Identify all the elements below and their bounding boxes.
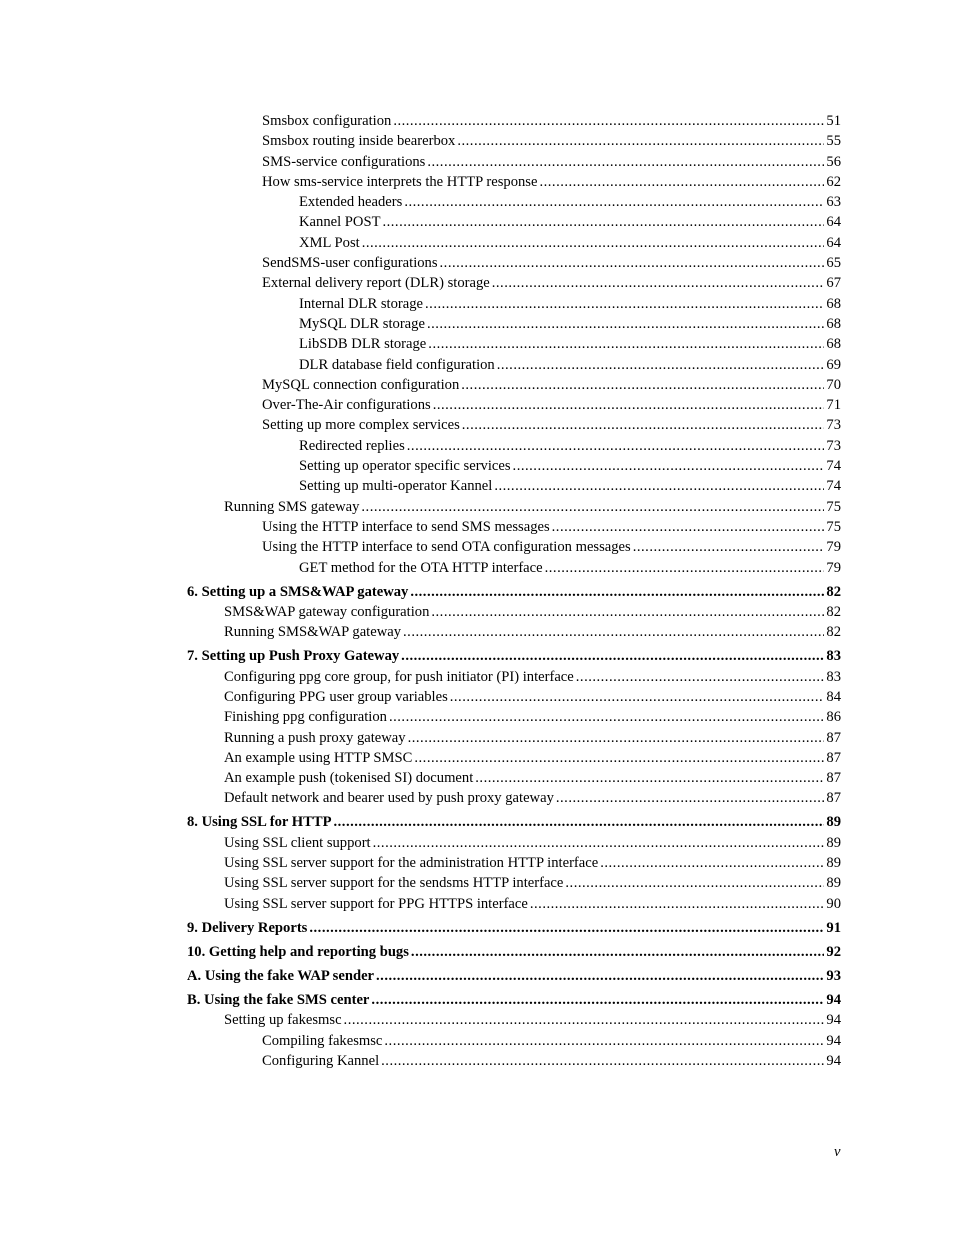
dot-leader: [371, 990, 824, 1010]
toc-chapter-entry[interactable]: [0, 918, 841, 938]
dot-leader: [361, 497, 824, 517]
dot-leader: [404, 192, 824, 212]
toc-entry-page: 89: [826, 834, 841, 851]
dot-leader: [461, 375, 824, 395]
toc-entry-title: An example push (tokenised SI) document: [224, 770, 474, 787]
toc-entry-title: Using the HTTP interface to send OTA configuration messages: [262, 539, 631, 556]
toc-entry-page: 94: [826, 1052, 841, 1069]
toc-entry[interactable]: [0, 728, 841, 748]
toc-entry-page: 64: [826, 234, 841, 251]
dot-leader: [565, 873, 824, 893]
toc-entry-title: Using the HTTP interface to send SMS messages: [262, 518, 550, 535]
dot-leader: [492, 273, 825, 293]
toc-entry[interactable]: [0, 748, 841, 768]
toc-entry-page: 94: [826, 992, 841, 1009]
toc-entry-title: Using SSL server support for the administration HTTP interface: [224, 855, 599, 872]
toc-entry-page: 68: [826, 295, 841, 312]
dot-leader: [384, 1031, 824, 1051]
toc-entry[interactable]: [0, 1031, 841, 1051]
dot-leader: [344, 1010, 825, 1030]
toc-entry[interactable]: [0, 853, 841, 873]
toc-entry-title: SendSMS-user configurations: [262, 255, 438, 272]
toc-entry[interactable]: [0, 152, 841, 172]
dot-leader: [411, 942, 824, 962]
toc-entry[interactable]: [0, 768, 841, 788]
dot-leader: [600, 853, 824, 873]
dot-leader: [334, 812, 825, 832]
toc-entry-title: Over-The-Air configurations: [262, 397, 431, 414]
dot-leader: [545, 558, 825, 578]
dot-leader: [410, 582, 824, 602]
dot-leader: [403, 622, 824, 642]
toc-entry-title: Configuring Kannel: [262, 1052, 380, 1069]
toc-entry-title: 9. Delivery Reports: [187, 919, 308, 936]
dot-leader: [431, 602, 824, 622]
dot-leader: [427, 314, 824, 334]
toc-entry[interactable]: [0, 111, 841, 131]
toc-entry-page: 84: [826, 688, 841, 705]
dot-leader: [389, 707, 824, 727]
dot-leader: [440, 253, 825, 273]
toc-entry-page: 83: [826, 648, 841, 665]
toc-entry[interactable]: [0, 273, 841, 293]
toc-entry-page: 67: [826, 275, 841, 292]
toc-entry-title: External delivery report (DLR) storage: [262, 275, 490, 292]
toc-entry-title: Running a push proxy gateway: [224, 729, 406, 746]
toc-entry-title: MySQL connection configuration: [262, 376, 460, 393]
toc-entry-title: Smsbox configuration: [262, 113, 392, 129]
dot-leader: [381, 1051, 824, 1071]
toc-chapter-entry[interactable]: [0, 990, 841, 1010]
toc-chapter-entry[interactable]: [0, 582, 841, 602]
toc-entry-page: 64: [826, 214, 841, 231]
dot-leader: [309, 918, 824, 938]
toc-entry[interactable]: [0, 622, 841, 642]
toc-entry[interactable]: [0, 497, 841, 517]
toc-entry-title: Using SSL client support: [224, 834, 371, 851]
toc-entry[interactable]: [0, 375, 841, 395]
toc-entry-page: 56: [826, 153, 841, 170]
toc-entry-page: 86: [826, 709, 841, 726]
toc-entry[interactable]: [0, 707, 841, 727]
dot-leader: [373, 833, 825, 853]
toc-entry[interactable]: [0, 395, 841, 415]
toc-entry-page: 70: [826, 376, 841, 393]
toc-entry-title: 10. Getting help and reporting bugs: [187, 943, 409, 960]
toc-entry[interactable]: [0, 314, 841, 334]
dot-leader: [407, 436, 825, 456]
toc-entry-title: How sms-service interprets the HTTP response: [262, 173, 538, 190]
toc-entry[interactable]: [0, 667, 841, 687]
toc-entry-page: 75: [826, 498, 841, 515]
toc-entry-page: 94: [826, 1032, 841, 1049]
toc-entry[interactable]: [0, 233, 841, 253]
dot-leader: [427, 152, 824, 172]
dot-leader: [362, 233, 825, 253]
toc-entry[interactable]: [0, 476, 841, 496]
dot-leader: [556, 788, 825, 808]
page-number: v: [834, 1144, 841, 1160]
dot-leader: [414, 748, 824, 768]
toc-entry-title: Finishing ppg configuration: [224, 709, 387, 726]
dot-leader: [475, 768, 824, 788]
toc-entry-page: 71: [826, 397, 841, 414]
dot-leader: [408, 728, 825, 748]
toc-entry[interactable]: [0, 456, 841, 476]
toc-entry-title: An example using HTTP SMSC: [224, 749, 413, 766]
toc-entry[interactable]: [0, 833, 841, 853]
toc-entry-page: 73: [826, 417, 841, 434]
toc-entry-page: 75: [826, 518, 841, 535]
toc-entry-page: 73: [826, 437, 841, 454]
toc-entry-title: Redirected replies: [299, 437, 405, 454]
toc-entry-page: 62: [826, 173, 841, 190]
toc-entry-page: 87: [826, 790, 841, 807]
toc-entry-title: Setting up fakesmsc: [224, 1012, 342, 1029]
toc-entry-page: 87: [826, 729, 841, 746]
dot-leader: [494, 476, 824, 496]
dot-leader: [457, 131, 824, 151]
toc-entry-title: DLR database field configuration: [299, 356, 495, 373]
toc-entry-page: 55: [826, 133, 841, 150]
dot-leader: [576, 667, 825, 687]
dot-leader: [433, 395, 825, 415]
toc-entry-title: 6. Setting up a SMS&WAP gateway: [187, 583, 409, 600]
toc-entry-page: 74: [826, 458, 841, 475]
toc-entry[interactable]: [0, 602, 841, 622]
toc-entry[interactable]: [0, 131, 841, 151]
toc-entry-title: A. Using the fake WAP sender: [187, 967, 375, 984]
dot-leader: [462, 415, 825, 435]
toc-entry[interactable]: [0, 212, 841, 232]
toc-entry-page: 91: [826, 919, 841, 936]
toc-entry-title: Configuring PPG user group variables: [224, 688, 448, 705]
toc-entry-page: 87: [826, 749, 841, 766]
dot-leader: [428, 334, 824, 354]
toc-entry-page: 51: [826, 113, 841, 129]
toc-entry-page: 68: [826, 315, 841, 332]
toc-entry-title: SMS-service configurations: [262, 153, 426, 170]
dot-leader: [539, 172, 824, 192]
toc-entry-title: Extended headers: [299, 194, 403, 211]
toc-entry[interactable]: [0, 253, 841, 273]
toc-entry-title: GET method for the OTA HTTP interface: [299, 559, 543, 576]
toc-entry[interactable]: [0, 894, 841, 914]
toc-entry-page: 94: [826, 1012, 841, 1029]
dot-leader: [513, 456, 825, 476]
toc-chapter-entry[interactable]: [0, 966, 841, 986]
toc-entry-title: 8. Using SSL for HTTP: [187, 814, 332, 831]
dot-leader: [393, 111, 824, 131]
toc-entry-page: 65: [826, 255, 841, 272]
toc-entry[interactable]: [0, 558, 841, 578]
toc-entry-title: Running SMS&WAP gateway: [224, 624, 402, 641]
dot-leader: [530, 894, 825, 914]
toc-entry-page: 89: [826, 855, 841, 872]
toc-entry-title: Using SSL server support for PPG HTTPS interface: [224, 895, 528, 912]
toc-entry-page: 87: [826, 770, 841, 787]
toc-entry[interactable]: [0, 537, 841, 557]
toc-entry[interactable]: [0, 517, 841, 537]
toc-entry[interactable]: [0, 172, 841, 192]
toc-entry[interactable]: [0, 192, 841, 212]
toc-entry-title: Internal DLR storage: [299, 295, 424, 312]
toc-entry[interactable]: [0, 355, 841, 375]
toc-entry-page: 83: [826, 668, 841, 685]
toc-entry-page: 68: [826, 336, 841, 353]
toc-entry-page: 89: [826, 814, 841, 831]
toc-entry-title: Using SSL server support for the sendsms HTTP interface: [224, 875, 564, 892]
toc-entry-title: 7. Setting up Push Proxy Gateway: [187, 648, 400, 665]
toc-entry-title: LibSDB DLR storage: [299, 336, 427, 353]
toc-entry-page: 79: [826, 539, 841, 556]
toc-entry-page: 90: [826, 895, 841, 912]
dot-leader: [401, 646, 824, 666]
toc-entry-page: 82: [826, 583, 841, 600]
toc-entry-page: 82: [826, 624, 841, 641]
toc-entry-page: 74: [826, 478, 841, 495]
toc-entry-title: Setting up operator specific services: [299, 458, 511, 475]
toc-entry[interactable]: [0, 334, 841, 354]
toc-entry[interactable]: [0, 294, 841, 314]
toc-entry-title: Running SMS gateway: [224, 498, 360, 515]
toc-entry-title: Setting up more complex services: [262, 417, 460, 434]
toc-entry-title: Setting up multi-operator Kannel: [299, 478, 493, 495]
toc-entry[interactable]: [0, 1051, 841, 1071]
toc-entry-title: B. Using the fake SMS center: [187, 992, 370, 1009]
dot-leader: [382, 212, 824, 232]
toc-entry-page: 63: [826, 194, 841, 211]
dot-leader: [552, 517, 825, 537]
dot-leader: [376, 966, 824, 986]
table-of-contents: [0, 111, 954, 1071]
toc-entry-page: 92: [826, 943, 841, 960]
toc-entry-title: Configuring ppg core group, for push initiator (PI) interface: [224, 668, 574, 685]
toc-entry-title: Kannel POST: [299, 214, 381, 231]
toc-entry-page: 89: [826, 875, 841, 892]
toc-entry-title: XML Post: [299, 234, 360, 251]
toc-entry-title: MySQL DLR storage: [299, 315, 425, 332]
toc-entry[interactable]: [0, 788, 841, 808]
dot-leader: [425, 294, 824, 314]
toc-entry-title: Smsbox routing inside bearerbox: [262, 133, 456, 150]
dot-leader: [497, 355, 825, 375]
toc-chapter-entry[interactable]: [0, 646, 841, 666]
toc-entry[interactable]: [0, 687, 841, 707]
toc-entry-page: 79: [826, 559, 841, 576]
toc-entry[interactable]: [0, 415, 841, 435]
toc-entry[interactable]: [0, 436, 841, 456]
toc-entry-title: SMS&WAP gateway configuration: [224, 603, 430, 620]
toc-entry-page: 93: [826, 967, 841, 984]
toc-entry-title: Compiling fakesmsc: [262, 1032, 383, 1049]
toc-chapter-entry[interactable]: [0, 812, 841, 832]
dot-leader: [633, 537, 825, 557]
toc-chapter-entry[interactable]: [0, 942, 841, 962]
toc-entry-title: Default network and bearer used by push proxy gateway: [224, 790, 554, 807]
toc-entry[interactable]: [0, 1010, 841, 1030]
toc-entry-page: 69: [826, 356, 841, 373]
toc-entry[interactable]: [0, 873, 841, 893]
dot-leader: [450, 687, 825, 707]
toc-entry-page: 82: [826, 603, 841, 620]
